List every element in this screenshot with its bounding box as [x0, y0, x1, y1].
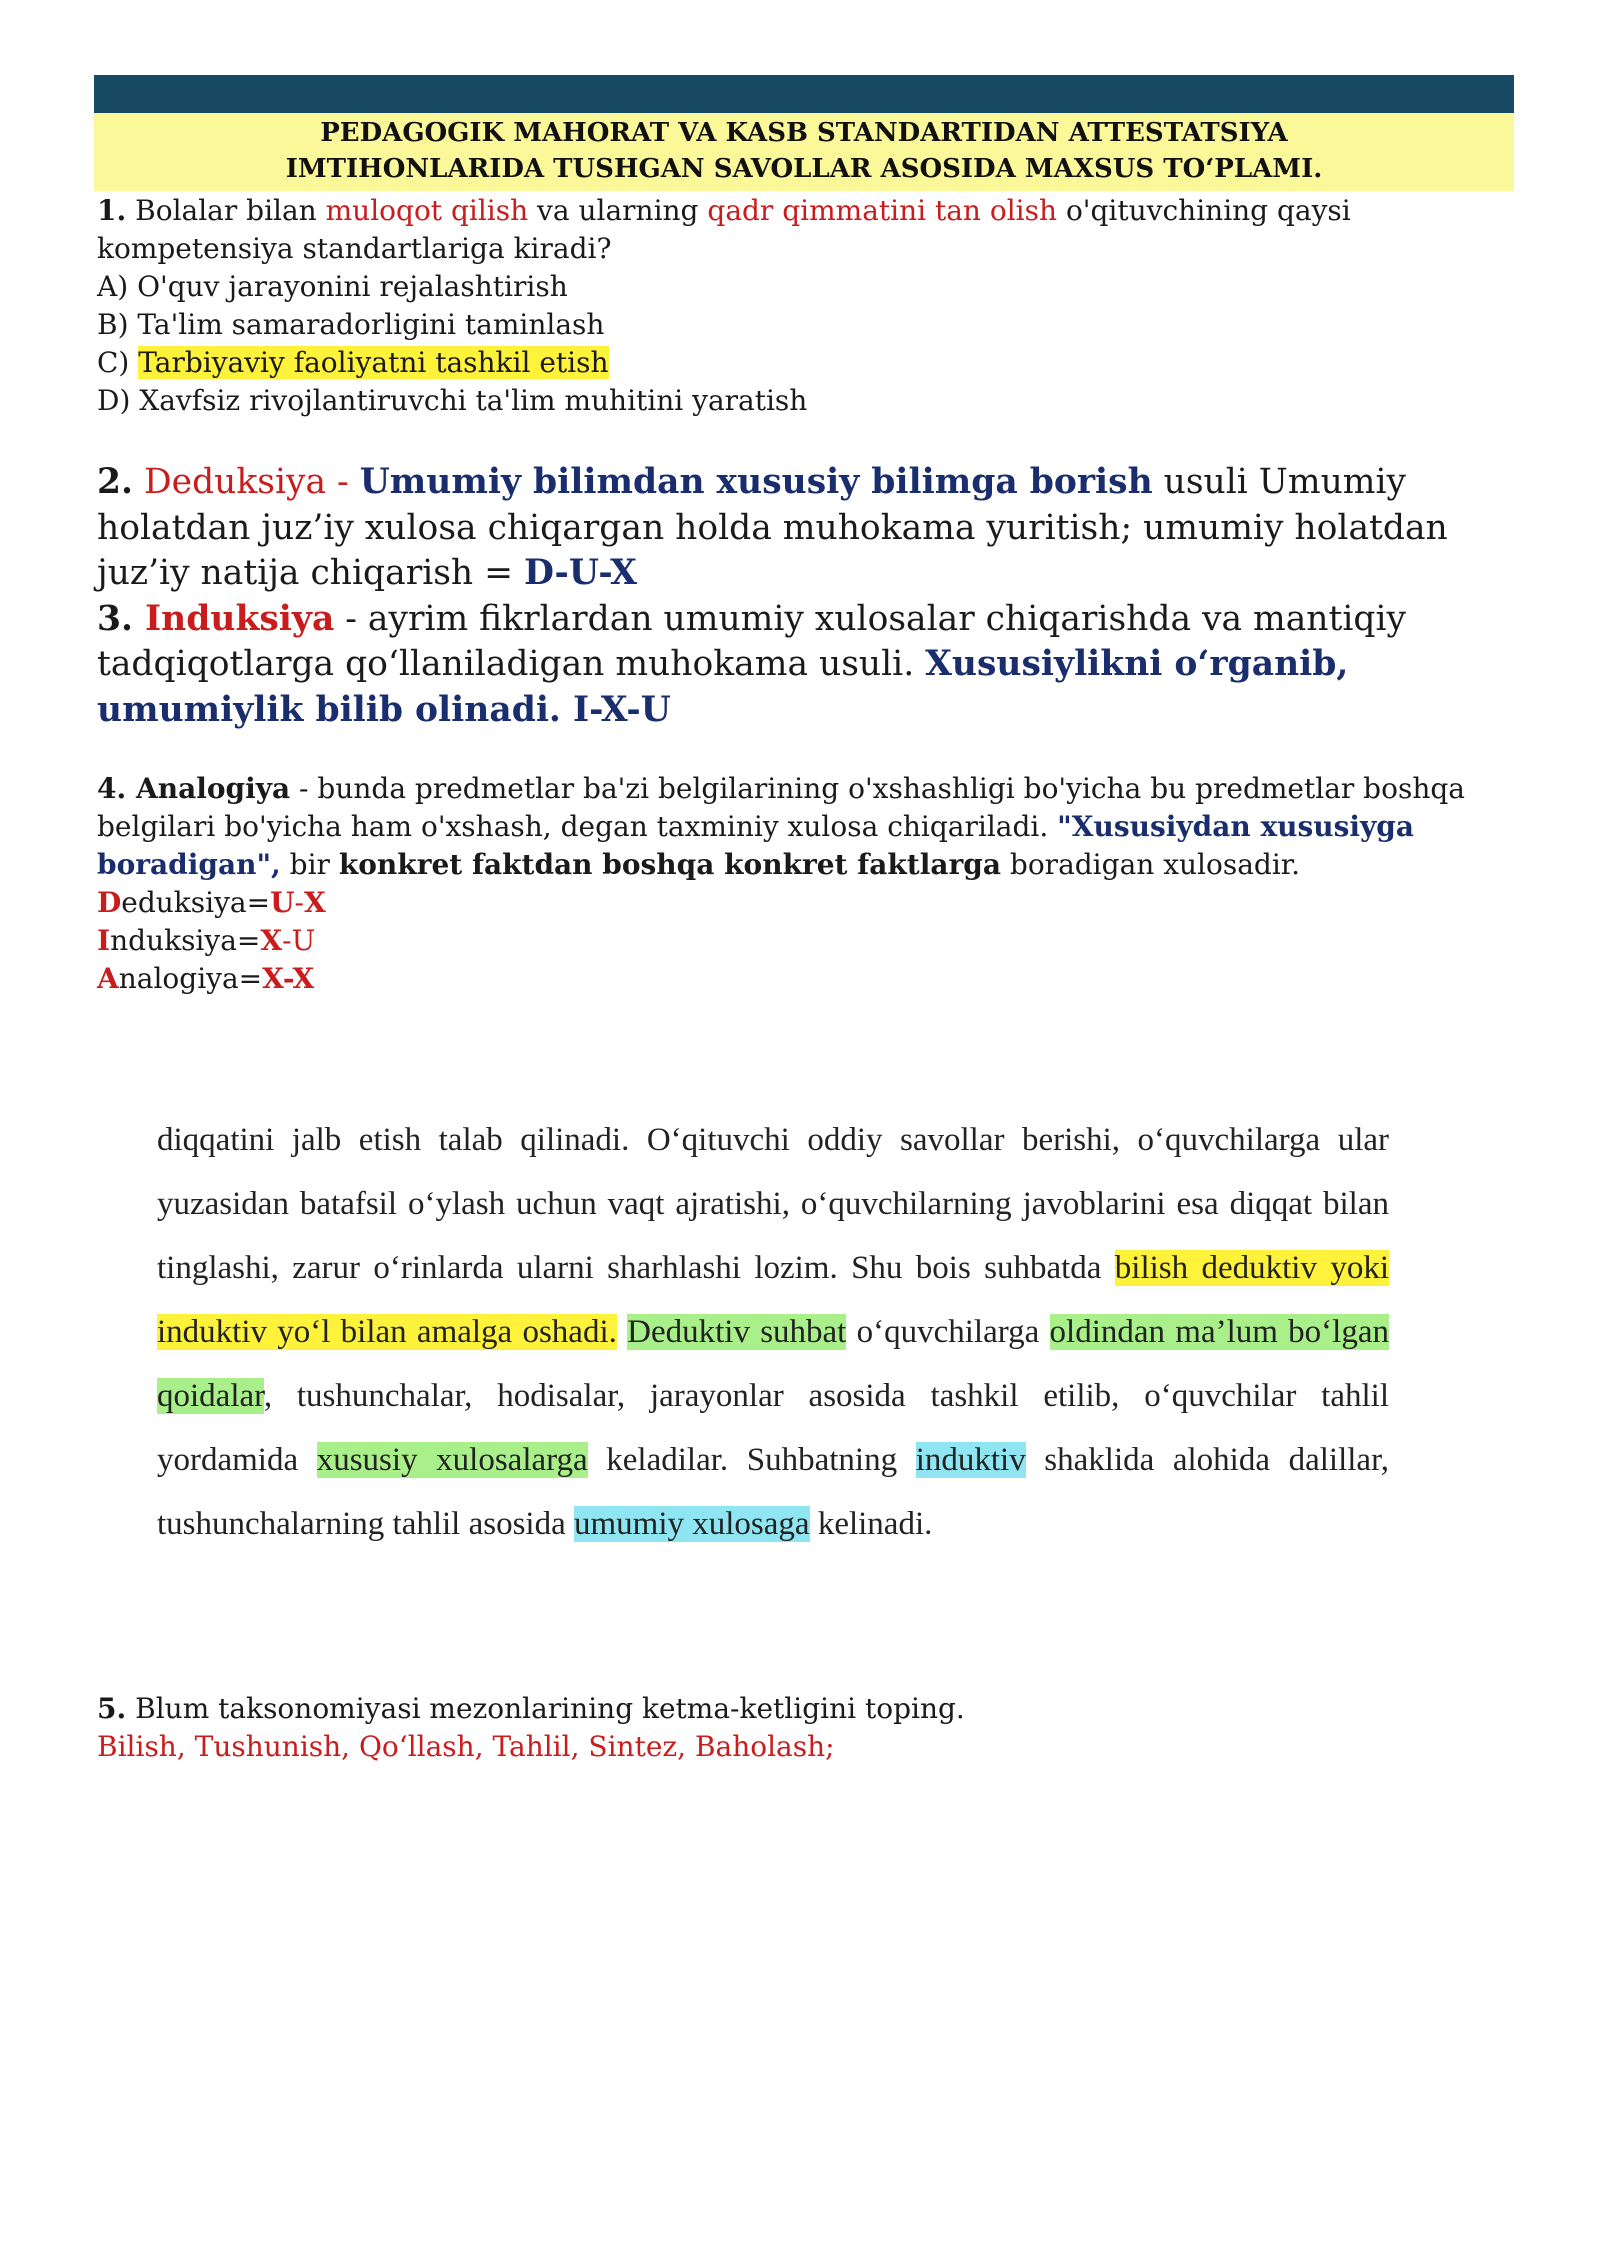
option-d: D) Xavfsiz rivojlantiruvchi ta'lim muhitini yaratish: [97, 384, 808, 417]
question-1-text: 1. Bolalar bilan muloqot qilish va ularning qadr qimmatini tan olish o'qituvchining qaysi kompetensiya standartlariga kiradi?: [97, 194, 1351, 265]
highlight-yellow: bilish deduktiv yoki induktiv yo‘l bilan amalga oshadi.: [157, 1250, 1389, 1350]
term-deduksiya: Deduksiya: [133, 462, 327, 502]
question-1: [97, 192, 1517, 420]
highlight-green: xususiy xulosalarga: [316, 1442, 588, 1478]
question-4-text: 4. Analogiya - bunda predmetlar ba'zi belgilarining o'xshashligi bo'yicha bu predmetlar boshqa belgilari bo'yicha ham o'xshash, degan taxminiy xulosa chiqariladi. "Xususiydan xususiyga boradigan", bir konkret faktdan boshqa konkret faktlarga boradigan xulosadir.: [97, 772, 1465, 881]
question-2-text: 2. Deduksiya - Umumiy bilimdan xususiy bilimga borish usuli Umumiy holatdan juz’iy xulosa chiqargan holda muhokama yuritish; umumiy holatdan juz’iy natija chiqarish = D-U-X: [97, 462, 1448, 593]
highlight-text: muloqot qilish: [325, 194, 529, 227]
option-c-correct: C) Tarbiyaviy faoliyatni tashkil etish: [97, 346, 609, 379]
option-b: B) Ta'lim samaradorligini taminlash: [97, 308, 605, 341]
formula-deduksiya: Deduksiya=U-X: [97, 886, 326, 919]
highlight-green: Deduktiv suhbat: [627, 1314, 847, 1350]
question-3-text: 3. Induksiya - ayrim fikrlardan umumiy xulosalar chiqarishda va mantiqiy tadqiqotlarga qo‘llaniladigan muhokama usuli. Xususiylikni o‘rganib, umumiylik bilib olinadi. I-X-U: [97, 598, 1407, 730]
highlight-cyan: umumiy xulosaga: [574, 1506, 810, 1542]
textbook-excerpt: diqqatini jalb etish talab qilinadi. O‘qituvchi oddiy savollar berishi, o‘quvchilarga ular yuzasidan batafsil o‘ylash uchun vaqt ajratishi, o‘quvchilarning javoblarini esa diqqat bilan tinglashi, zarur o‘rinlarda ularni sharhlashi lozim. Shu bois suhbatda bilish deduktiv yoki induktiv yo‘l bilan amalga oshadi. Deduktiv suhbat o‘quvchilarga oldindan ma’lum bo‘lgan qoidalar, tushunchalar, hodisalar, jarayonlar asosida tashkil etilib, o‘quvchilar tahlil yordamida xususiy xulosalarga keladilar. Suhbatning induktiv shaklida alohida dalillar, tushunchalarning tahlil asosida umumiy xulosaga kelinadi.: [157, 1122, 1389, 1542]
question-5: [97, 1690, 1517, 1766]
highlight-cyan: induktiv: [915, 1442, 1026, 1478]
question-5-answer: Bilish, Tushunish, Qo‘llash, Tahlil, Sintez, Baholash;: [97, 1730, 835, 1763]
highlight-green: oldindan ma’lum bo‘lgan qoidalar: [157, 1314, 1389, 1414]
title-line-2: IMTIHONLARIDA TUSHGAN SAVOLLAR ASOSIDA MAXSUS TO‘PLAMI.: [285, 154, 1323, 184]
option-a: A) O'quv jarayonini rejalashtirish: [97, 270, 568, 303]
question-4: [97, 770, 1517, 998]
formula-dux: D-U-X: [524, 553, 637, 593]
question-5-text: 5. Blum taksonomiyasi mezonlarining ketma-ketligini toping.: [97, 1692, 965, 1725]
questions-2-3: [97, 460, 1517, 733]
document-title: [94, 113, 1514, 191]
highlight-text: qadr qimmatini tan olish: [707, 194, 1058, 227]
answer-options: [97, 268, 1517, 420]
title-line-1: PEDAGOGIK MAHORAT VA KASB STANDARTIDAN ATTESTATSIYA: [320, 118, 1288, 148]
term-analogiya: Analogiya: [126, 772, 291, 805]
formula-list: [97, 884, 1517, 998]
question-number: 1.: [97, 194, 127, 227]
formula-analogiya: Analogiya=X-X: [97, 962, 315, 995]
formula-induksiya: Induksiya=X-U: [97, 924, 316, 957]
term-induksiya: Induksiya: [133, 598, 335, 639]
header-bar: [94, 75, 1514, 113]
